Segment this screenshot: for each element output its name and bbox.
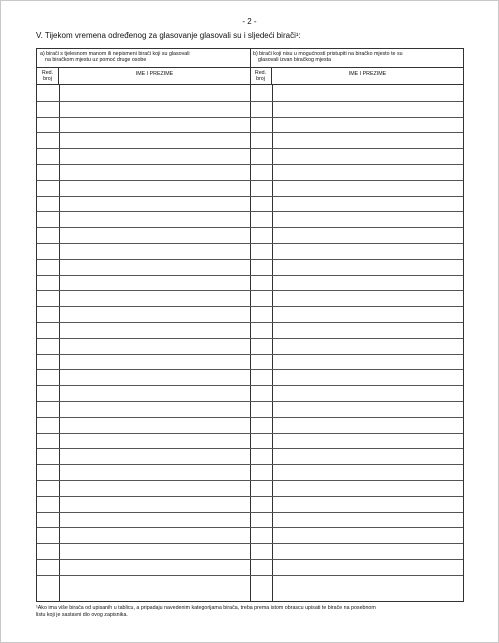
table-row bbox=[37, 132, 250, 149]
voters-table bbox=[36, 48, 464, 602]
table-row bbox=[37, 290, 250, 307]
table-row bbox=[37, 401, 250, 418]
table-row bbox=[250, 354, 463, 371]
left-rb-line2: broj bbox=[43, 76, 52, 82]
left-header-line2: na biračkom mjestu uz pomoć druge osobe bbox=[45, 57, 147, 63]
table-row bbox=[250, 148, 463, 165]
table-row bbox=[37, 369, 250, 386]
right-sub-header bbox=[250, 68, 463, 85]
table-row bbox=[37, 211, 250, 228]
table-row bbox=[37, 338, 250, 355]
footnote bbox=[36, 605, 466, 619]
table-row bbox=[37, 527, 250, 544]
left-column bbox=[37, 49, 251, 601]
table-row bbox=[250, 211, 463, 228]
table-row bbox=[250, 227, 463, 244]
table-row bbox=[37, 354, 250, 371]
table-row bbox=[250, 480, 463, 497]
table-row bbox=[250, 543, 463, 560]
table-row bbox=[37, 322, 250, 339]
table-row bbox=[250, 512, 463, 529]
table-row bbox=[250, 259, 463, 276]
right-column-header bbox=[250, 49, 463, 68]
table-row bbox=[250, 196, 463, 213]
table-row bbox=[250, 180, 463, 197]
table-row bbox=[37, 480, 250, 497]
right-rb-line2: broj bbox=[256, 76, 265, 82]
page-number: - 2 - bbox=[242, 17, 257, 26]
table-row bbox=[250, 448, 463, 465]
table-row bbox=[37, 275, 250, 292]
table-row bbox=[37, 259, 250, 276]
table-row bbox=[250, 369, 463, 386]
table-row bbox=[250, 243, 463, 260]
table-row bbox=[37, 543, 250, 560]
table-row bbox=[37, 180, 250, 197]
table-row bbox=[250, 575, 463, 591]
table-row bbox=[37, 101, 250, 118]
table-row bbox=[37, 448, 250, 465]
table-row bbox=[37, 117, 250, 134]
table-row bbox=[250, 527, 463, 544]
left-rb-line1: Red. bbox=[41, 70, 54, 76]
table-row bbox=[250, 290, 463, 307]
table-row bbox=[37, 148, 250, 165]
table-row bbox=[37, 559, 250, 576]
right-header-line2: glasovali izvan biračkog mjesta bbox=[258, 57, 332, 63]
right-name-header: IME I PREZIME bbox=[348, 71, 387, 77]
table-row bbox=[250, 559, 463, 576]
right-rows bbox=[250, 85, 463, 601]
table-row bbox=[37, 433, 250, 450]
right-rb-header bbox=[250, 68, 272, 84]
table-row bbox=[37, 512, 250, 529]
right-header-line1: b) birači koji nisu u mogućnosti pristupiti na biračko mjesto te su bbox=[253, 51, 403, 57]
table-row bbox=[37, 385, 250, 402]
table-row bbox=[37, 306, 250, 323]
section-heading: V. Tijekom vremena određenog za glasovanje glasovali su i sljedeći birači¹: bbox=[36, 31, 301, 40]
table-row bbox=[250, 338, 463, 355]
footnote-line1: ¹Ako ima više birača od upisanih u tablicu, a pripadaju navedenim kategorijama birača, treba prema istom obrascu upisati te birače na posebnom bbox=[36, 605, 376, 611]
left-column-header bbox=[37, 49, 250, 68]
table-row bbox=[250, 433, 463, 450]
table-row bbox=[37, 464, 250, 481]
left-header-line1: a) birači s tjelesnom manom ili nepismeni birači koji su glasovali bbox=[40, 51, 190, 57]
table-row bbox=[250, 496, 463, 513]
right-rb-line1: Red. bbox=[254, 70, 267, 76]
table-row bbox=[37, 417, 250, 434]
left-name-header: IME I PREZIME bbox=[135, 71, 174, 77]
table-row bbox=[250, 132, 463, 149]
left-rb-header bbox=[37, 68, 59, 84]
table-row bbox=[37, 243, 250, 260]
right-column bbox=[250, 49, 463, 601]
table-row bbox=[250, 385, 463, 402]
table-row bbox=[250, 322, 463, 339]
table-row bbox=[250, 117, 463, 134]
table-row bbox=[250, 101, 463, 118]
table-row bbox=[250, 417, 463, 434]
table-row bbox=[37, 85, 250, 102]
table-row bbox=[37, 575, 250, 591]
table-row bbox=[37, 164, 250, 181]
footnote-line2: listu koji je sastavni dio ovog zapisnika. bbox=[36, 612, 128, 618]
table-row bbox=[37, 227, 250, 244]
table-row bbox=[250, 85, 463, 102]
table-row bbox=[37, 496, 250, 513]
left-sub-header bbox=[37, 68, 250, 85]
table-row bbox=[250, 306, 463, 323]
table-row bbox=[250, 464, 463, 481]
table-row bbox=[250, 275, 463, 292]
table-row bbox=[250, 401, 463, 418]
table-row bbox=[250, 164, 463, 181]
left-rows bbox=[37, 85, 250, 601]
table-row bbox=[37, 196, 250, 213]
